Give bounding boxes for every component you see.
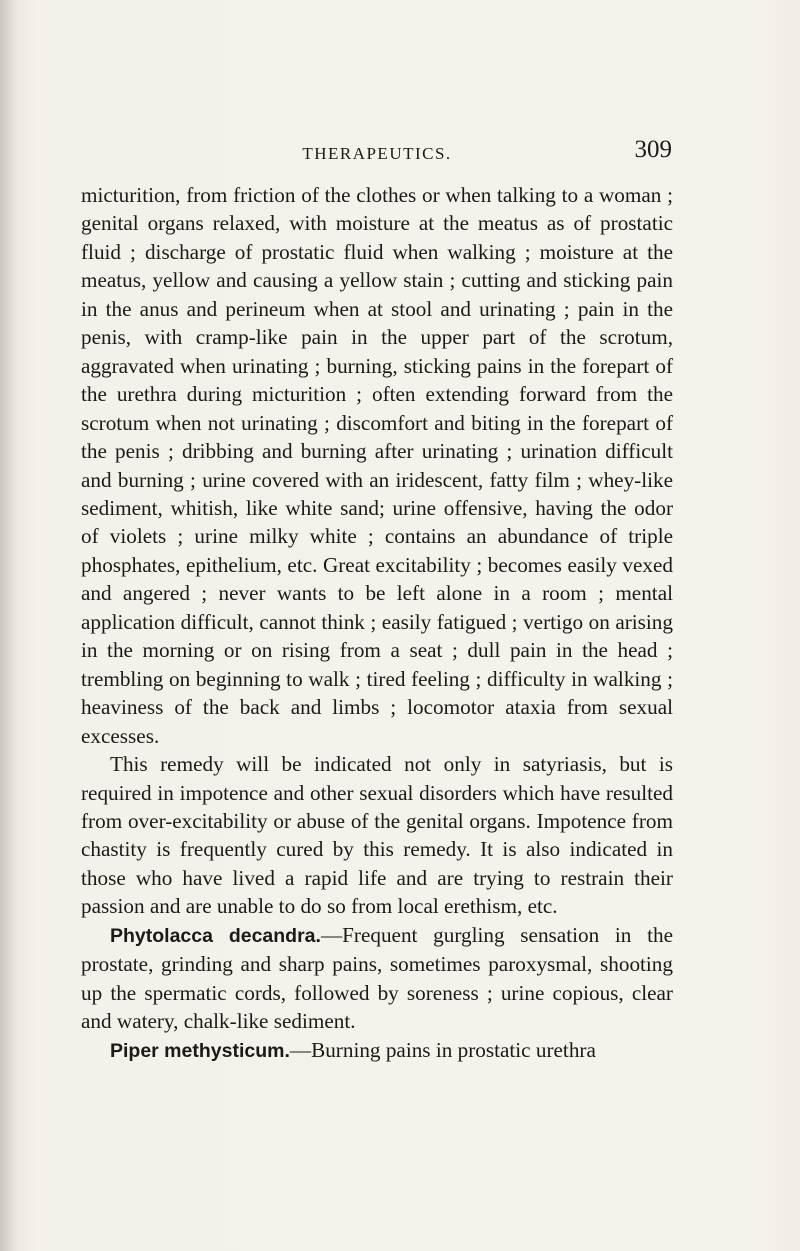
paragraph-continuation [81,181,673,750]
remedy-name: Phytolacca decandra. [110,924,321,947]
paragraph-text: —Burning pains in prostatic urethra [289,1037,596,1062]
gutter-shadow [0,0,18,1251]
body-text [81,181,673,1065]
paragraph-text: This remedy will be indicated not only in satyriasis, but is required in impotence and other sexual disorders which have resulted from over-excitability or abuse of the genital organs. Impotence from chastity is frequently cured by this remedy. It is also indicated in those who have lived a rapid life and are trying to restrain their passion and are unable to do so from local erethism, etc. [81,752,673,919]
paragraph-text: micturition, from friction of the clothes or when talking to a woman ; genital organs relaxed, with moisture at the meatus as of prostatic fluid ; discharge of prostatic fluid when walking ; moisture at the meatus, yellow and causing a yellow stain ; cutting and sticking pain in the anus and perineum when at stool and urinating ; pain in the penis, with cramp-like pain in the upper part of the scrotum, aggravated when urinating ; burning, sticking pains in the forepart of the urethra during micturition ; often extending forward from the scrotum when not urinating ; discomfort and biting in the forepart of the penis ; dribbing and burning after urinating ; urination difficult and burning ; urine covered with an iridescent, fatty film ; whey-like sediment, whitish, like white sand; urine offensive, having the odor of violets ; urine milky white ; contains an abundance of triple phosphates, epithelium, etc. Great excitability ; becomes easily vexed and angered ; never wants to be left alone in a room ; mental application difficult, cannot think ; easily fatigued ; vertigo on arising in the morning or on rising from a seat ; dull pain in the head ; trembling on beginning to walk ; tired feeling ; difficulty in walking ; heaviness of the back and limbs ; locomotor ataxia from sexual excesses. [81,183,673,748]
paragraph-piper [81,1036,673,1065]
running-title: THERAPEUTICS. [302,144,452,163]
paragraph-text: —Frequent gurgling sensation in the prostate, grinding and sharp pains, sometimes paroxysmal, shooting up the spermatic cords, followed by soreness ; urine copious, clear and watery, chalk-like sediment. [81,922,673,1034]
remedy-name: Piper methysticum. [110,1039,290,1062]
running-head [82,136,672,166]
paragraph-remedy-indications [81,750,673,921]
paragraph-phytolacca [81,921,673,1036]
page-number: 309 [634,136,672,163]
